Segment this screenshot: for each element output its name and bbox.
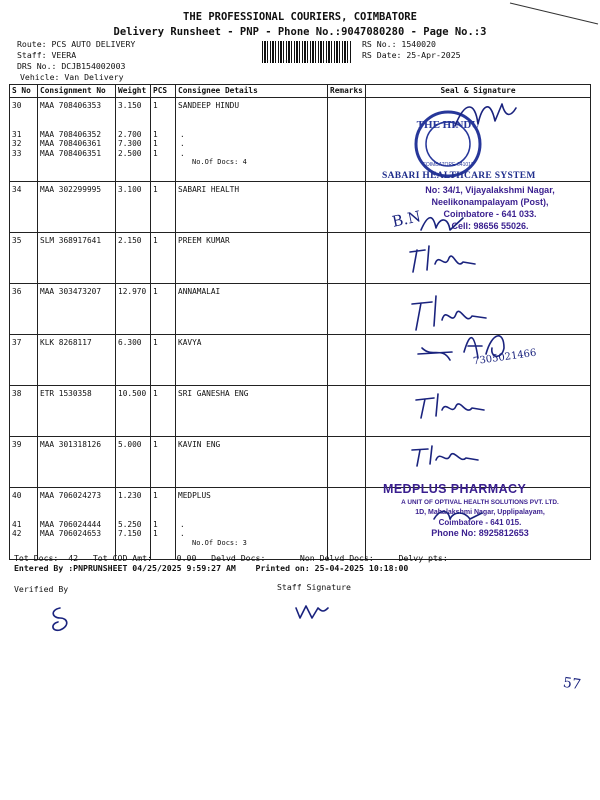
cell-sno	[10, 98, 38, 182]
verified-by-signature	[44, 604, 76, 634]
medplus-stamp-name: MEDPLUS PHARMACY	[383, 482, 527, 496]
cell-weight-line: 12.970	[118, 287, 147, 296]
cell-sno-line: 41	[12, 519, 22, 529]
runsheet-subtitle: Delivery Runsheet - PNP - Phone No.:9047080280 - Page No.:3	[113, 26, 487, 38]
cell-consignee-line: SANDEEP HINDU	[178, 101, 240, 110]
signature-35	[405, 240, 485, 276]
cell-pcs	[151, 437, 176, 488]
staff-signature-label: Staff Signature	[277, 582, 351, 592]
kavya-phone-handwritten: 7305021466	[472, 347, 538, 368]
cell-pcs-line: 1	[153, 491, 158, 500]
medplus-line1: A UNIT OF OPTIVAL HEALTH SOLUTIONS PVT. LTD.	[401, 499, 559, 506]
col-header-pcs: PCS	[151, 85, 176, 98]
cell-weight-line: 2.500	[118, 148, 142, 158]
cell-consignment-line	[40, 510, 113, 520]
cell-pcs-line: 1	[153, 389, 158, 398]
cell-pcs-line: 1	[153, 338, 158, 347]
cell-remarks	[328, 386, 366, 437]
cell-sno-line: 30	[12, 101, 22, 110]
cell-sno-line: 36	[12, 287, 22, 296]
cell-weight	[116, 335, 151, 386]
cell-pcs-line	[153, 501, 173, 511]
col-header-sno: S No	[10, 85, 38, 98]
cell-consignee-line: SABARI HEALTH	[178, 185, 240, 194]
cell-pcs-line: 1	[153, 440, 158, 449]
cell-consignment	[38, 284, 116, 335]
cell-consignee-line: PREEM KUMAR	[178, 236, 230, 245]
staff-label: Staff: VEERA	[17, 50, 77, 60]
sabari-addr2: Neelikonampalayam (Post),	[431, 197, 549, 207]
cell-weight	[116, 386, 151, 437]
cell-sno-line	[12, 510, 35, 520]
cell-weight-line	[118, 501, 148, 511]
cell-pcs	[151, 386, 176, 437]
cell-consignment-line: MAA 708406361	[40, 139, 102, 148]
cell-consignee-line: KAVIN ENG	[178, 440, 221, 449]
cell-consignee	[176, 335, 328, 386]
cell-consignment-line: MAA 708406352	[40, 129, 102, 139]
cell-consignment	[38, 386, 116, 437]
cell-weight-line	[118, 510, 148, 520]
drs-label: DRS No.: DCJB154002003	[17, 61, 126, 71]
cell-pcs-line: 1	[153, 129, 158, 139]
cell-sno-line: 38	[12, 389, 22, 398]
rs-no-label: RS No.: 1540020	[362, 39, 436, 49]
cell-remarks	[328, 233, 366, 284]
rs-date-label: RS Date: 25-Apr-2025	[362, 50, 461, 60]
hindu-stamp-sub: COIMBATORE-641018	[422, 162, 474, 168]
cell-sno-line: 31	[12, 129, 22, 139]
cell-sno-line: 34	[12, 185, 22, 194]
cell-consignment-line: MAA 708406353	[40, 101, 102, 110]
cell-consignment-line	[40, 120, 113, 130]
meta-right	[362, 39, 461, 61]
cell-consignee-line: MEDPLUS	[178, 491, 211, 500]
cell-consignee-line: .	[180, 529, 185, 538]
cell-consignment	[38, 335, 116, 386]
cell-weight-line: 6.300	[118, 338, 142, 347]
cell-sno-line	[12, 111, 35, 121]
cell-pcs	[151, 488, 176, 560]
cell-pcs-line	[153, 111, 173, 121]
cell-consignment	[38, 488, 116, 560]
cell-pcs-line: 1	[153, 101, 158, 110]
signature-34	[418, 212, 468, 237]
signature-38	[412, 388, 492, 422]
cell-consignee-line: .	[180, 129, 185, 139]
cell-weight-line: 5.250	[118, 519, 142, 529]
cell-weight-line: 7.150	[118, 529, 142, 538]
cell-pcs-line: 1	[153, 529, 158, 538]
cell-consignment-line: MAA 301318126	[40, 440, 102, 449]
cell-consignee-line: SRI GANESHA ENG	[178, 389, 249, 398]
table-row	[10, 437, 591, 488]
cell-remarks	[328, 182, 366, 233]
cell-weight	[116, 233, 151, 284]
cell-pcs	[151, 233, 176, 284]
cell-consignment	[38, 233, 116, 284]
cell-weight-line: 7.300	[118, 139, 142, 148]
sabari-addr1: No: 34/1, Vijayalakshmi Nagar,	[425, 185, 555, 195]
sabari-addr3: Coimbatore - 641 033.	[443, 209, 537, 219]
signature-30	[450, 96, 520, 146]
cell-sno-line: 42	[12, 529, 22, 538]
route-label: Route: PCS AUTO DELIVERY	[17, 39, 136, 49]
cell-consignment	[38, 98, 116, 182]
cell-consignee-line: ANNAMALAI	[178, 287, 221, 296]
cell-consignment-line: MAA 302299995	[40, 185, 102, 194]
cell-consignment-line: SLM 368917641	[40, 236, 102, 245]
cell-sno-line: 40	[12, 491, 22, 500]
signature-40	[430, 505, 490, 525]
cell-pcs-line	[153, 120, 173, 130]
cell-pcs-line: 1	[153, 139, 158, 148]
cell-sno	[10, 284, 38, 335]
cell-consignee	[176, 488, 328, 560]
cell-remarks	[328, 98, 366, 182]
cell-weight-line	[118, 111, 148, 121]
cell-weight	[116, 437, 151, 488]
signature-39	[408, 440, 488, 470]
cell-sno	[10, 233, 38, 284]
hindu-stamp-name: THE HINDU	[416, 119, 480, 131]
cell-sno-line	[12, 120, 35, 130]
cell-consignment-line	[40, 501, 113, 511]
cell-weight-line: 5.000	[118, 440, 142, 449]
vehicle-label: Vehicle: Van Delivery	[20, 72, 124, 82]
cell-consignee-line	[178, 111, 325, 121]
scan-edge-line	[500, 0, 600, 30]
cell-consignee-line: KAVYA	[178, 338, 202, 347]
cell-weight	[116, 284, 151, 335]
cell-weight-line: 10.500	[118, 389, 147, 398]
cell-sno	[10, 386, 38, 437]
verified-by-label: Verified By	[14, 584, 69, 594]
cell-consignee-line	[178, 120, 325, 130]
cell-pcs	[151, 182, 176, 233]
cell-consignment	[38, 437, 116, 488]
cell-remarks	[328, 437, 366, 488]
cell-consignment-line: MAA 303473207	[40, 287, 102, 296]
cell-consignment	[38, 182, 116, 233]
col-header-remarks: Remarks	[328, 85, 366, 98]
cell-sno	[10, 488, 38, 560]
cell-pcs-line: 1	[153, 236, 158, 245]
barcode	[262, 41, 352, 63]
cell-consignment-line: KLK 8268117	[40, 338, 92, 347]
col-header-seal: Seal & Signature	[366, 85, 591, 98]
no-of-docs: No.Of Docs: 3	[192, 538, 247, 547]
cell-consignee	[176, 98, 328, 182]
cell-sno-line: 32	[12, 139, 22, 148]
cell-consignee	[176, 233, 328, 284]
col-header-consignee: Consignee Details	[176, 85, 328, 98]
table-row	[10, 233, 591, 284]
cell-weight	[116, 488, 151, 560]
staff-signature-mark	[292, 598, 332, 624]
sabari-phone: Cell: 98656 55026.	[451, 221, 529, 231]
cell-weight	[116, 98, 151, 182]
cell-consignment-line: ETR 1530358	[40, 389, 92, 398]
cell-sno-line: 35	[12, 236, 22, 245]
cell-pcs	[151, 335, 176, 386]
cell-weight-line	[118, 120, 148, 130]
col-header-weight: Weight	[116, 85, 151, 98]
cell-consignee-line: .	[180, 519, 185, 529]
medplus-phone: Phone No: 8925812653	[431, 528, 529, 538]
company-title: THE PROFESSIONAL COURIERS, COIMBATORE	[183, 11, 417, 23]
cell-weight	[116, 182, 151, 233]
cell-pcs-line	[153, 510, 173, 520]
cell-pcs-line: 1	[153, 519, 158, 529]
cell-remarks	[328, 488, 366, 560]
col-header-consignment: Consignment No	[38, 85, 116, 98]
cell-consignee-line	[178, 510, 325, 520]
cell-pcs-line: 1	[153, 148, 158, 158]
cell-sno	[10, 182, 38, 233]
cell-remarks	[328, 335, 366, 386]
cell-sno-line: 33	[12, 148, 22, 158]
medplus-line2: 1D, Mahalakshmi Nagar, Upplipalayam,	[415, 509, 545, 516]
cell-consignment-line: MAA 708406351	[40, 148, 102, 158]
sabari-handwritten-initials: B.N	[390, 207, 423, 231]
cell-pcs-line: 1	[153, 185, 158, 194]
cell-weight-line: 2.700	[118, 129, 142, 139]
page-handwritten-mark: 57	[561, 674, 582, 694]
cell-remarks	[328, 284, 366, 335]
meta-left	[17, 39, 135, 83]
cell-sno	[10, 335, 38, 386]
cell-consignment-line: MAA 706024273	[40, 491, 102, 500]
cell-pcs-line: 1	[153, 287, 158, 296]
cell-consignee-line: .	[180, 148, 185, 158]
cell-sno-line: 39	[12, 440, 22, 449]
cell-weight-line: 2.150	[118, 236, 142, 245]
medplus-line3: Coimbatore - 641 015.	[438, 518, 522, 527]
cell-consignee	[176, 284, 328, 335]
sabari-stamp-name: SABARI HEALTHCARE SYSTEM	[382, 171, 536, 181]
cell-consignment-line: MAA 706024444	[40, 519, 102, 529]
cell-consignment-line: MAA 706024653	[40, 529, 102, 538]
cell-consignee-line	[178, 501, 325, 511]
table-row	[10, 386, 591, 437]
cell-pcs	[151, 98, 176, 182]
cell-weight-line: 3.150	[118, 101, 142, 110]
cell-consignee	[176, 437, 328, 488]
cell-consignee-line: .	[180, 139, 185, 148]
cell-consignee	[176, 182, 328, 233]
cell-consignee	[176, 386, 328, 437]
cell-weight-line: 1.230	[118, 491, 142, 500]
totals-line: Tot Docs: 42 Tot COD Amt: 0.00 Delvd Docs: Non Delvd Docs: Delvy pts:	[14, 553, 448, 563]
no-of-docs: No.Of Docs: 4	[192, 158, 247, 166]
cell-consignment-line	[40, 111, 113, 121]
cell-sno-line: 37	[12, 338, 22, 347]
cell-sno-line	[12, 501, 35, 511]
cell-sno	[10, 437, 38, 488]
cell-weight-line: 3.100	[118, 185, 142, 194]
entered-by-line: Entered By :PNPRUNSHEET 04/25/2025 9:59:27 AM Printed on: 25-04-2025 10:18:00	[14, 563, 409, 573]
cell-pcs	[151, 284, 176, 335]
